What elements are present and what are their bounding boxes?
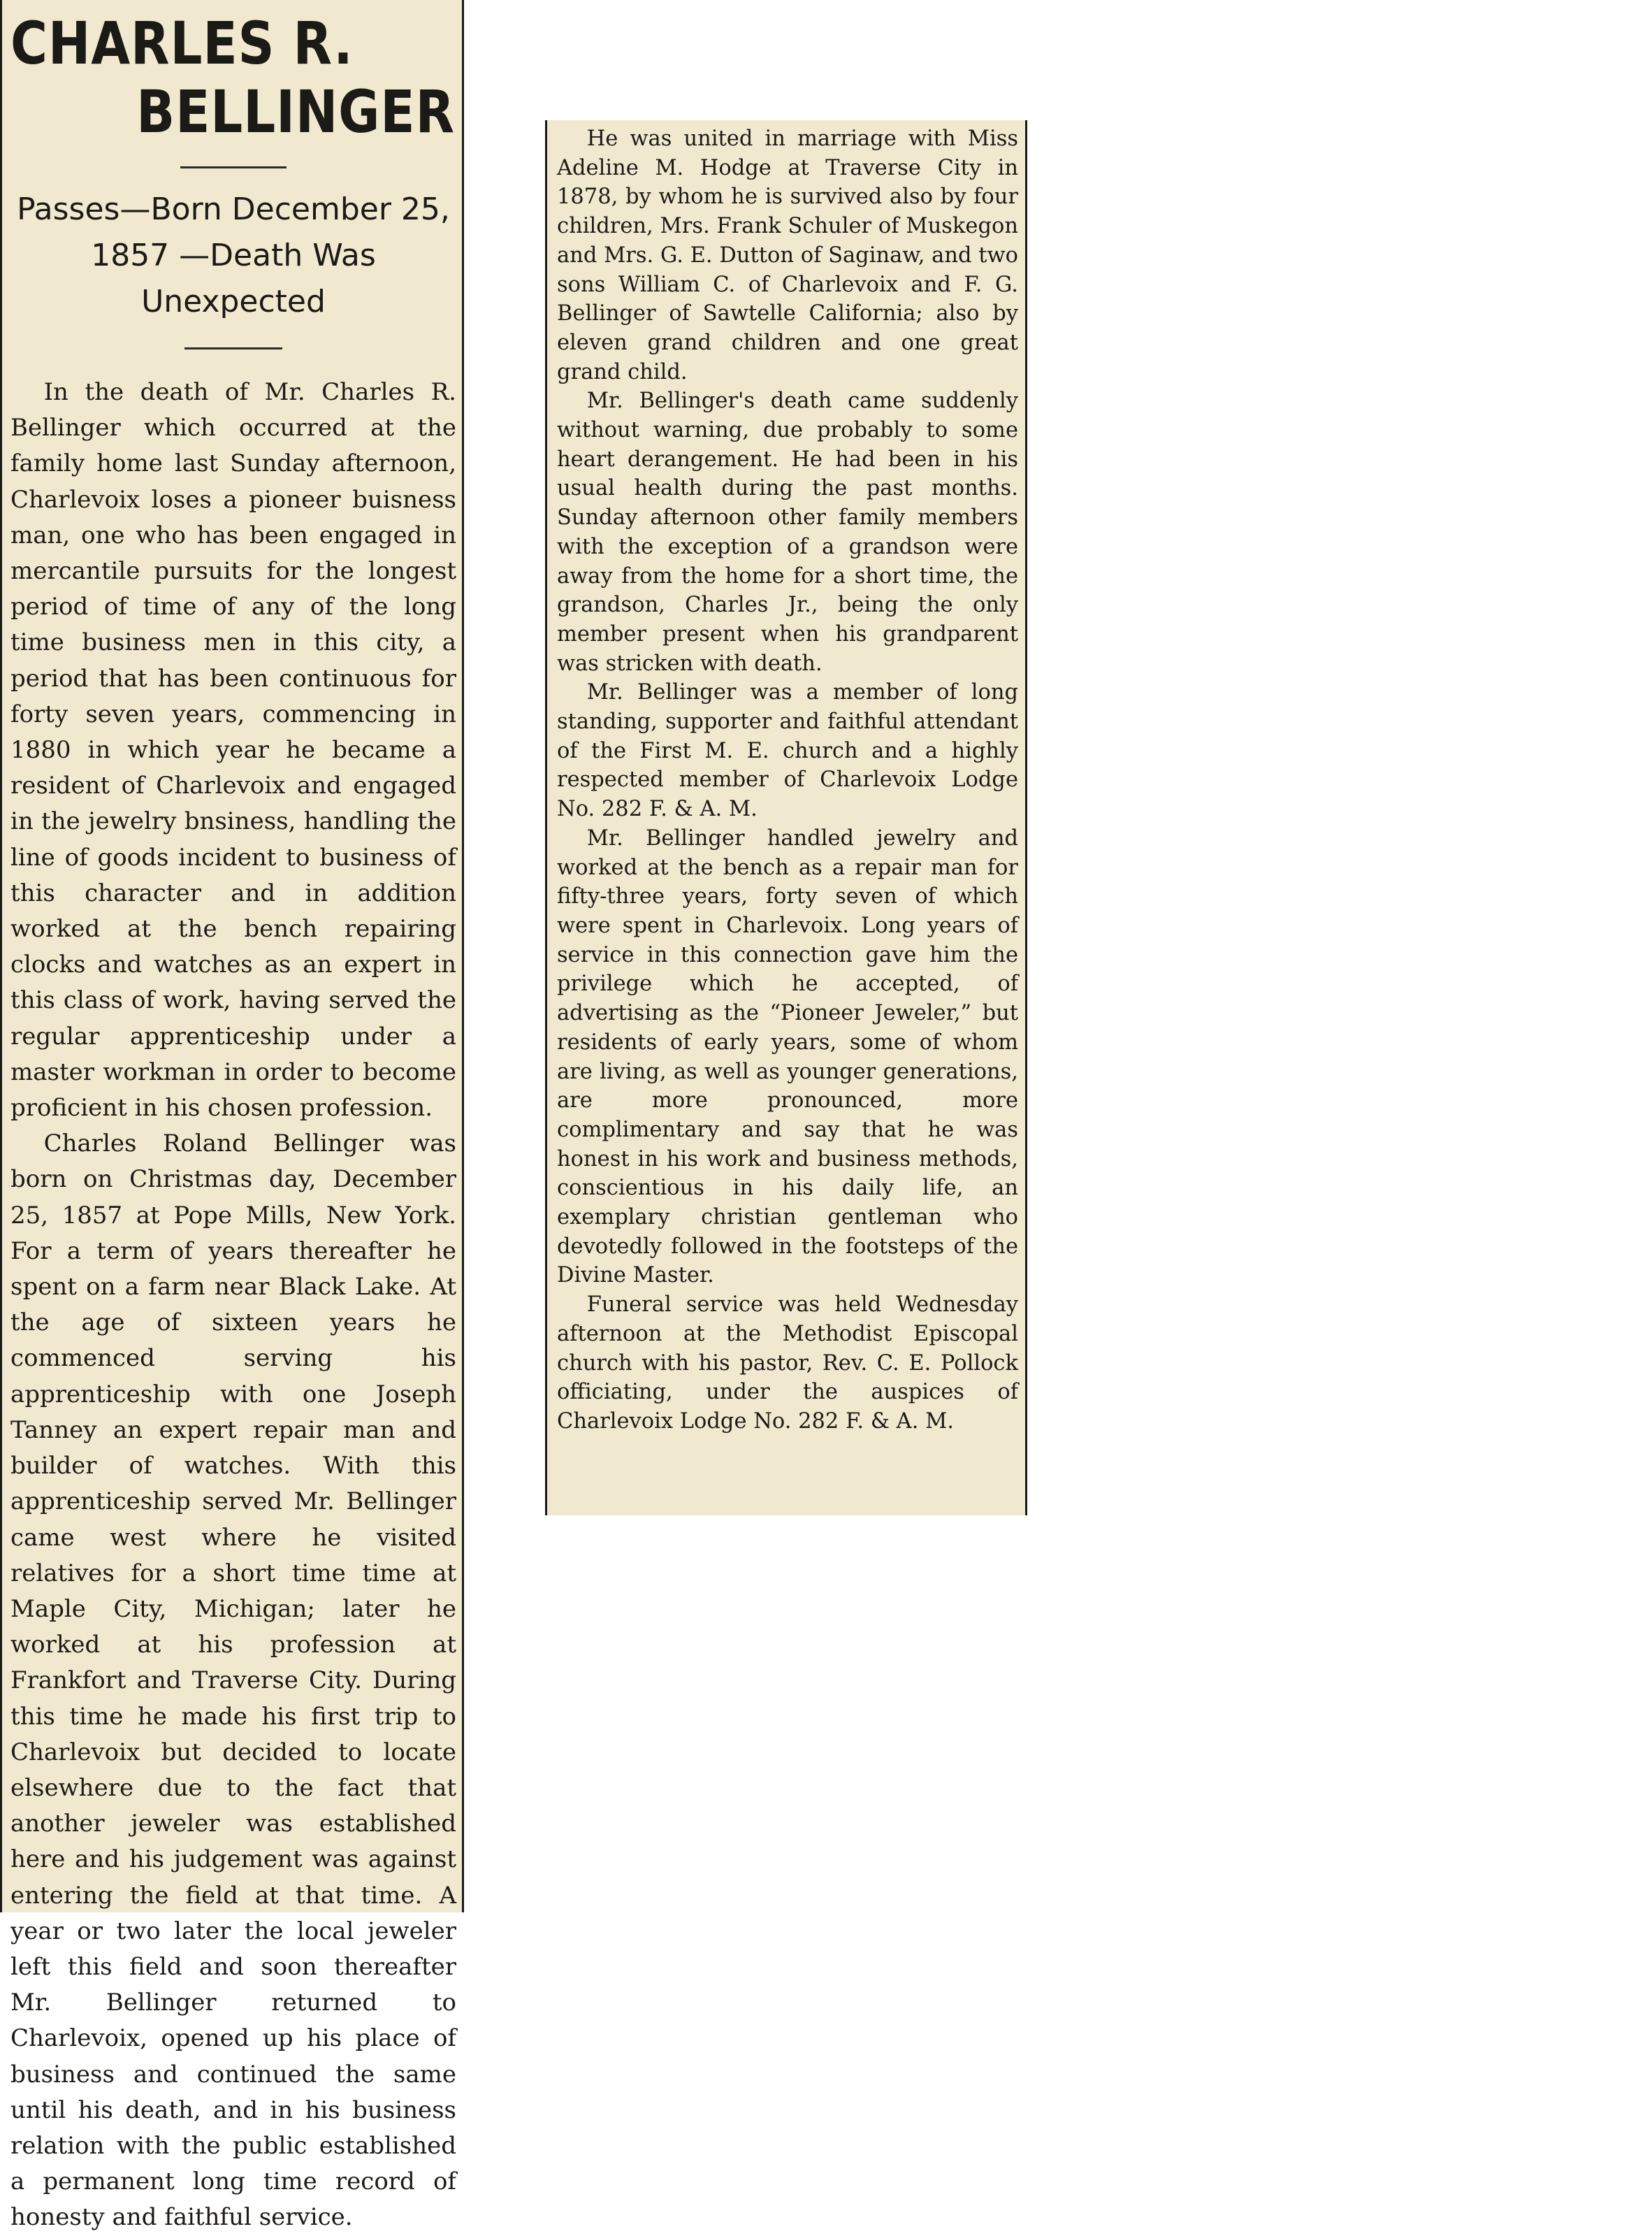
subheadline [10,187,456,325]
headline-line-2: BELLINGER [136,78,455,146]
article-paragraph: In the death of Mr. Charles R. Bellinger which occurred at the family home last Sunday afternoon, Charlevoix loses a pioneer buisness man, one who has been engaged in mercantile pursuits for the longest period of time of any of the long time business men in this city, a period that has been continuous for forty seven years, commencing in 1880 in which year he became a resident of Charlevoix and engaged in the jewelry bnsiness, handling the line of goods incident to business of this character and in addition worked at the bench repairing clocks and watches as an expert in this class of work, having served the regular apprenticeship under a master workman in order to become proficient in his chosen profession. [10,378,456,1123]
article-paragraph: He was united in marriage with Miss Adeline M. Hodge at Traverse City in 1878, by whom he is survived also by four children, Mrs. Frank Schuler of Muskegon and Mrs. G. E. Dutton of Saginaw, and two sons William C. of Charlevoix and F. G. Bellinger of Sawtelle California; also by eleven grand children and one great grand child. [557,127,1018,384]
headline-line-1: CHARLES R. [10,9,354,78]
article-paragraph: Mr. Bellinger handled jewelry and worked at the bench as a repair man for fifty-three years, forty seven of which were spent in Charlevoix. Long years of service in this connection gave him the privilege which he accepted, of advertising as the “Pioneer Jeweler,” but residents of early years, some of whom are living, as well as younger generations, are more pronounced, more complimentary and say that he was honest in his work and business methods, conscientious in his daily life, an exemplary christian gentleman who devotedly followed in the footsteps of the Divine Master. [557,825,1018,1288]
article-paragraph: Mr. Bellinger's death came suddenly without warning, due probably to some heart derangement. He had been in his usual health during the past months. Sunday afternoon other family members with the exception of a grandson were away from the home for a short time, the grandson, Charles Jr., being the only member present when his grandparent was stricken with death. [557,389,1018,676]
article-paragraph: Funeral service was held Wednesday afternoon at the Methodist Episcopal church with his pastor, Rev. C. E. Pollock officiating, under the auspices of Charlevoix Lodge No. 282 F. & A. M. [557,1292,1018,1434]
subheadline-line-2: 1857 —Death Was [91,238,376,273]
subheadline-line-3: Unexpected [141,284,326,319]
subheadline-line-1: Passes—Born December 25, [17,192,450,227]
headline-divider [180,166,287,168]
article-paragraph: Mr. Bellinger was a member of long standing, supporter and faithful attendant of the First M. E. church and a highly respected member of Charlevoix Lodge No. 282 F. & A. M. [557,680,1018,822]
obituary-clipping-right [545,120,1027,1515]
article-paragraph: Charles Roland Bellinger was born on Christmas day, December 25, 1857 at Pope Mills, New York. For a term of years thereafter he spent on a farm near Black Lake. At the age of sixteen years he commenced serving his apprenticeship with one Joseph Tanney an expert repair man and builder of watches. With this apprenticeship served Mr. Bellinger came west where he visited relatives for a short time time at Maple City, Michigan; later he worked at his profession at Frankfort and Traverse City. During this time he made his first trip to Charlevoix but decided to locate elsewhere due to the fact that another jeweler was established here and his judgement was against entering the field at that time. A year or two later the local jeweler left this field and soon thereafter Mr. Bellinger returned to Charlevoix, opened up his place of business and continued the same until his death, and in his business relation with the public established a permanent long time record of honesty and faithful service. [10,1130,456,2232]
obituary-clipping-left [0,0,464,2232]
subheadline-divider [184,347,282,349]
